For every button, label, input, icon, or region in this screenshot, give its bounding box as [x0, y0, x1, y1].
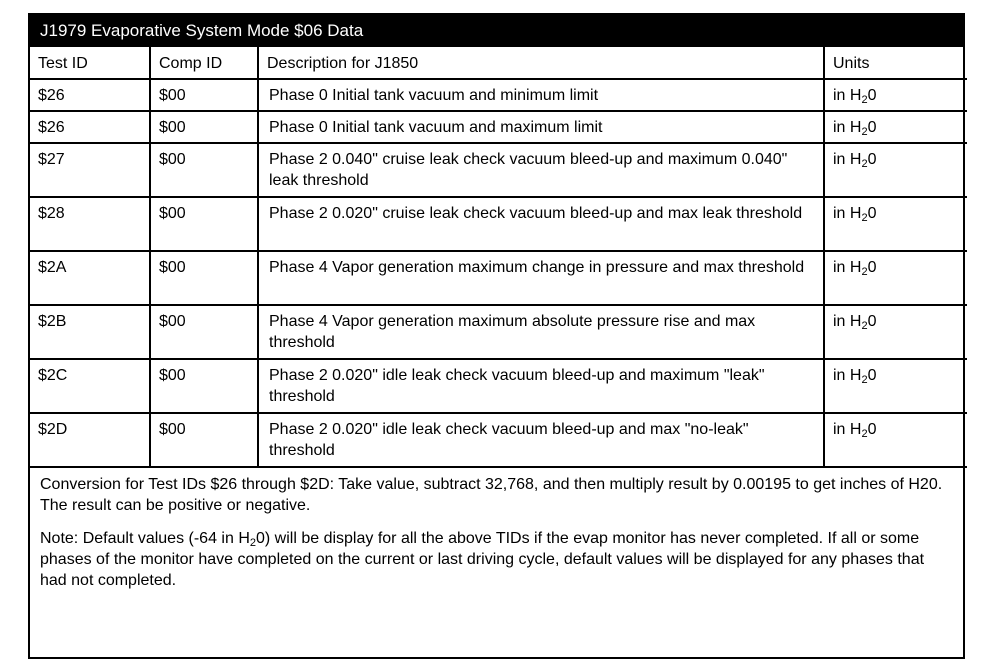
cell-description: Phase 0 Initial tank vacuum and minimum limit	[258, 79, 824, 111]
cell-test-id: $26	[30, 79, 150, 111]
table-title: J1979 Evaporative System Mode $06 Data	[30, 15, 963, 47]
cell-comp-id: $00	[150, 143, 258, 197]
cell-description: Phase 2 0.020" idle leak check vacuum bleed-up and maximum "leak" threshold	[258, 359, 824, 413]
units-suffix: 0	[867, 421, 877, 438]
cell-description: Phase 4 Vapor generation maximum absolute pressure rise and max threshold	[258, 305, 824, 359]
mode06-table	[30, 47, 967, 468]
units-suffix: 0	[867, 119, 877, 136]
units-subscript: 2	[861, 94, 868, 106]
units-subscript: 2	[861, 428, 868, 440]
table-row	[30, 251, 967, 305]
cell-comp-id: $00	[150, 79, 258, 111]
table-row	[30, 79, 967, 111]
header-comp-id: Comp ID	[150, 47, 258, 79]
note-text-end: 0) will be display for all the above TIDs if the evap monitor has never completed. If all or some phases of the monitor have completed on the current or last driving cycle, default values will be displayed for any phases that had not completed.	[40, 530, 925, 589]
units-prefix: in H	[833, 367, 862, 384]
cell-description: Phase 2 0.020" cruise leak check vacuum bleed-up and max leak threshold	[258, 197, 824, 251]
cell-description: Phase 4 Vapor generation maximum change in pressure and max threshold	[258, 251, 824, 305]
units-prefix: in H	[833, 87, 862, 104]
units-subscript: 2	[861, 126, 868, 138]
units-subscript: 2	[861, 212, 868, 224]
cell-test-id: $2C	[30, 359, 150, 413]
cell-test-id: $27	[30, 143, 150, 197]
cell-comp-id: $00	[150, 305, 258, 359]
units-subscript: 2	[861, 320, 868, 332]
table-header-row	[30, 47, 967, 79]
units-suffix: 0	[867, 313, 877, 330]
table-row	[30, 111, 967, 143]
cell-comp-id: $00	[150, 197, 258, 251]
cell-description: Phase 2 0.040" cruise leak check vacuum bleed-up and maximum 0.040" leak threshold	[258, 143, 824, 197]
cell-description: Phase 0 Initial tank vacuum and maximum limit	[258, 111, 824, 143]
cell-description: Phase 2 0.020" idle leak check vacuum bleed-up and max "no-leak" threshold	[258, 413, 824, 467]
units-prefix: in H	[833, 313, 862, 330]
table-footer	[30, 468, 963, 591]
header-test-id: Test ID	[30, 47, 150, 79]
cell-test-id: $28	[30, 197, 150, 251]
units-prefix: in H	[833, 205, 862, 222]
units-subscript: 2	[861, 266, 868, 278]
cell-units	[824, 413, 967, 467]
default-values-note	[40, 528, 953, 591]
header-units: Units	[824, 47, 967, 79]
cell-units	[824, 111, 967, 143]
table-row	[30, 197, 967, 251]
units-subscript: 2	[861, 158, 868, 170]
cell-units	[824, 143, 967, 197]
cell-units	[824, 197, 967, 251]
table-row	[30, 305, 967, 359]
units-suffix: 0	[867, 87, 877, 104]
cell-units	[824, 79, 967, 111]
cell-test-id: $26	[30, 111, 150, 143]
table-row	[30, 413, 967, 467]
cell-comp-id: $00	[150, 359, 258, 413]
header-description: Description for J1850	[258, 47, 824, 79]
document-page	[28, 13, 965, 659]
note-text-start: Note: Default values (-64 in H	[40, 530, 250, 547]
conversion-note: Conversion for Test IDs $26 through $2D: Take value, subtract 32,768, and then multiply result by 0.00195 to get inches of H20. The result can be positive or negative.	[40, 476, 943, 514]
cell-test-id: $2D	[30, 413, 150, 467]
cell-comp-id: $00	[150, 111, 258, 143]
cell-comp-id: $00	[150, 413, 258, 467]
table-body	[30, 79, 967, 467]
units-prefix: in H	[833, 151, 862, 168]
cell-units	[824, 359, 967, 413]
cell-comp-id: $00	[150, 251, 258, 305]
units-prefix: in H	[833, 421, 862, 438]
units-prefix: in H	[833, 119, 862, 136]
note-subscript: 2	[249, 537, 256, 549]
units-suffix: 0	[867, 367, 877, 384]
units-subscript: 2	[861, 374, 868, 386]
units-suffix: 0	[867, 151, 877, 168]
table-row	[30, 359, 967, 413]
units-suffix: 0	[867, 205, 877, 222]
units-suffix: 0	[867, 259, 877, 276]
cell-test-id: $2B	[30, 305, 150, 359]
cell-test-id: $2A	[30, 251, 150, 305]
table-row	[30, 143, 967, 197]
units-prefix: in H	[833, 259, 862, 276]
cell-units	[824, 305, 967, 359]
cell-units	[824, 251, 967, 305]
